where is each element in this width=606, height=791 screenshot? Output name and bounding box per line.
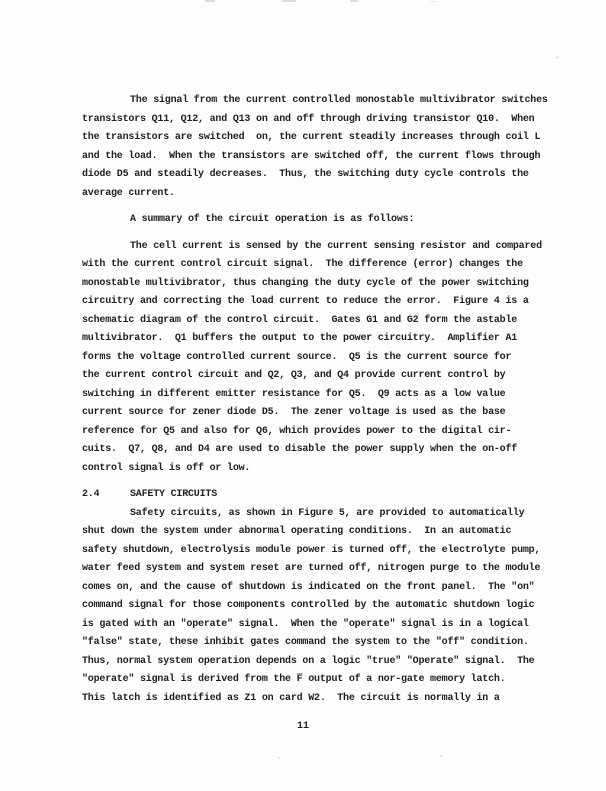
text-line: current source for zener diode D5. The zener voltage is used as the base xyxy=(82,407,506,418)
text-line: "false" state, these inhibit gates command the system to the "off" condition. xyxy=(82,637,529,648)
section-heading xyxy=(82,486,552,505)
text-line: the current control circuit and Q2, Q3, and Q4 provide current control by xyxy=(82,370,506,381)
text-line: shut down the system under abnormal operating conditions. In an automatic xyxy=(82,526,512,537)
text-line: Safety circuits, as shown in Figure 5, are provided to automatically xyxy=(130,507,525,519)
text-line: control signal is off or low. xyxy=(82,462,251,474)
text-line: is gated with an "operate" signal. When the "operate" signal is in a logical xyxy=(82,618,529,630)
text-line: the transistors are switched on, the current steadily increases through coil L xyxy=(82,132,541,143)
scan-artifact xyxy=(440,755,443,757)
text-line: circuitry and correcting the load current to reduce the error. Figure 4 is a xyxy=(82,296,529,307)
scan-artifact xyxy=(430,1,436,2)
text-line: with the current control circuit signal. The difference (error) changes the xyxy=(82,259,523,270)
text-line: Thus, normal system operation depends on a logic "true" "Operate" signal. The xyxy=(82,655,535,667)
text-line: schematic diagram of the control circuit. Gates G1 and G2 form the astable xyxy=(82,314,518,326)
paragraph xyxy=(82,92,552,203)
text-line: diode D5 and steadily decreases. Thus, the switching duty cycle controls the xyxy=(82,169,529,180)
text-line: reference for Q5 and also for Q6, which provides power to the digital cir- xyxy=(82,425,512,437)
text-line: command signal for those components controlled by the automatic shutdown logic xyxy=(82,600,535,611)
scan-artifact xyxy=(282,0,296,2)
text-line: "operate" signal is derived from the F̅ output of a nor-gate memory latch. xyxy=(82,674,506,685)
text-line: switching in different emitter resistance for Q5. Q9 acts as a low value xyxy=(82,388,506,400)
paragraph xyxy=(82,505,552,709)
paragraph xyxy=(82,211,552,230)
scan-artifact xyxy=(278,757,280,759)
text-line: and the load. When the transistors are switched off, the current flows through xyxy=(82,150,541,162)
scan-artifact xyxy=(350,0,358,2)
text-line: This latch is identified as Z1 on card W2. The circuit is normally in a xyxy=(82,692,500,704)
text-line: The signal from the current controlled monostable multivibrator switches xyxy=(130,95,548,106)
section-title: SAFETY CIRCUITS xyxy=(130,489,218,500)
text-line: comes on, and the cause of shutdown is indicated on the front panel. The "on" xyxy=(82,581,535,593)
text-line: forms the voltage controlled current source. Q5 is the current source for xyxy=(82,351,512,363)
page-content xyxy=(82,92,552,716)
text-line: safety shutdown, electrolysis module power is turned off, the electrolyte pump, xyxy=(82,544,541,556)
text-line: transistors Q11, Q12, and Q13 on and off through driving transistor Q10. When xyxy=(82,113,535,125)
scan-artifact xyxy=(556,56,559,59)
text-line: water feed system and system reset are turned off, nitrogen purge to the module xyxy=(82,563,541,574)
text-line: cuits. Q7, Q8, and D4 are used to disable the power supply when the on-off xyxy=(82,444,518,455)
text-line: multivibrator. Q1 buffers the output to the power circuitry. Amplifier A1 xyxy=(82,333,518,344)
text-line: monostable multivibrator, thus changing the duty cycle of the power switching xyxy=(82,277,529,289)
scan-artifact xyxy=(205,0,215,2)
section-number: 2.4 xyxy=(82,489,100,500)
text-line: A summary of the circuit operation is as follows: xyxy=(130,214,415,225)
page-number: 11 xyxy=(296,721,309,732)
text-line: average current. xyxy=(82,187,175,199)
paragraph xyxy=(82,238,552,479)
text-line: The cell current is sensed by the current sensing resistor and compared xyxy=(130,240,542,252)
